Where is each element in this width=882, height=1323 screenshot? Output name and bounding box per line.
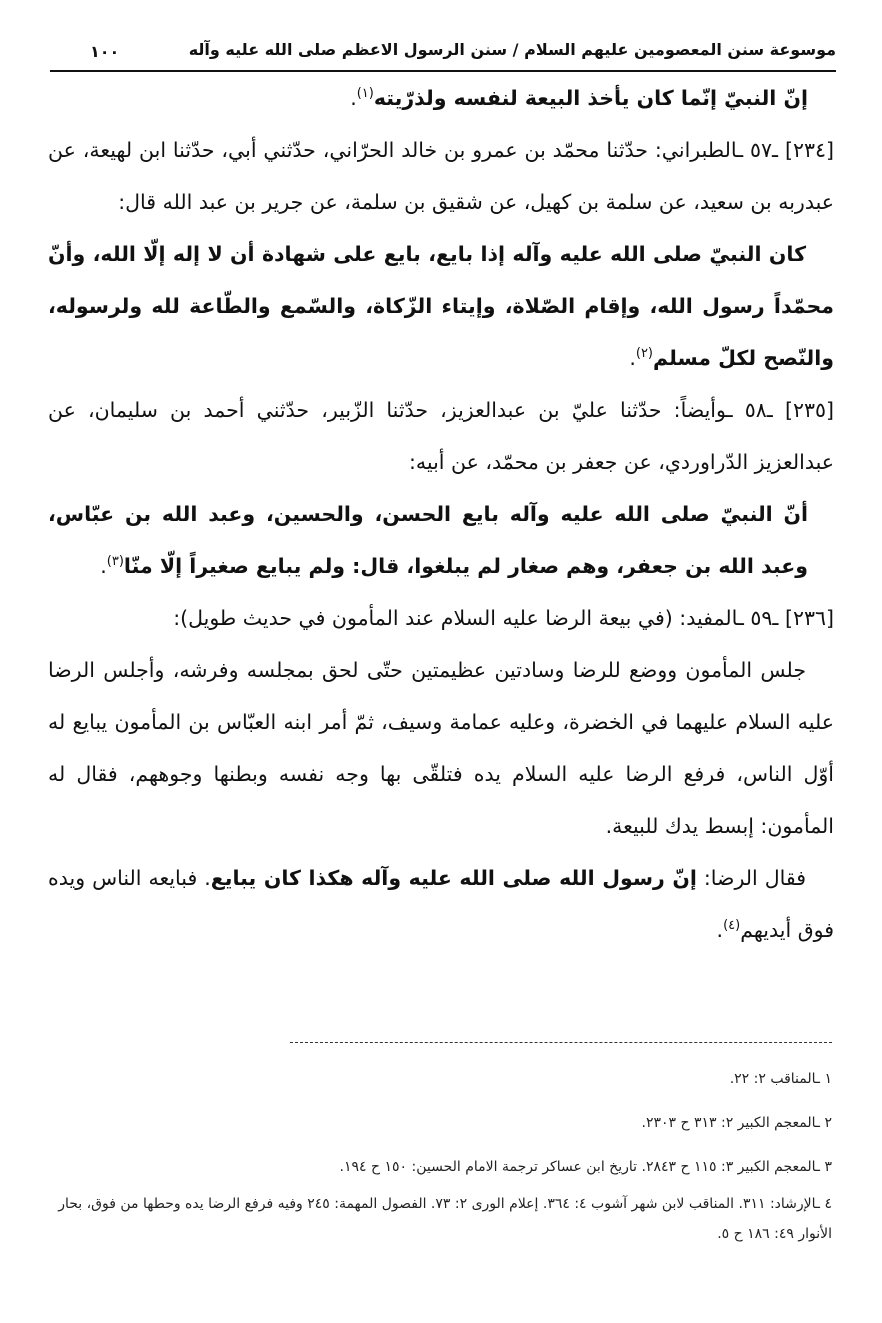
paragraph-text: إنّ رسول الله صلى الله عليه وآله هكذا كان يبايع: [210, 866, 697, 890]
footnote: ١ ـالمناقب ٢: ٢٢.: [729, 1071, 832, 1087]
body-paragraph: [48, 384, 834, 488]
footnotes: [48, 1057, 832, 1249]
page-header: [50, 30, 836, 72]
paragraph-text: [٢٣٤] ـ٥٧ ـالطبراني: حدّثنا محمّد بن عمرو بن خالد الحرّاني، حدّثني أبي، حدّثنا ابن لهيعة، عن عبدربه بن سعيد، عن سلمة بن كهيل، عن شقيق بن سلمة، عن جرير بن عبد الله قال:: [48, 138, 834, 214]
paragraph-end-mark: .: [350, 86, 357, 110]
footnote-marker[interactable]: (٣): [106, 554, 124, 570]
paragraph-text: [٢٣٦] ـ٥٩ ـالمفيد: (في بيعة الرضا عليه السلام عند المأمون في حديث طويل):: [173, 606, 834, 630]
paragraph-text: . فبايعه الناس ويده فوق أيديهم: [48, 866, 834, 942]
paragraph-end-mark: .: [716, 918, 724, 942]
paragraph-text: كان النبيّ صلى الله عليه وآله إذا بايع، بايع على شهادة أن لا إله إلّا الله، وأنّ محمّداً رسول الله، وإقام الصّلاة، وإيتاء الزّكاة، والسّمع والطّاعة لله ولرسوله، والنّصح لكلّ مسلم: [48, 242, 834, 370]
footnote: ٤ ـالإرشاد: ٣١١. المناقب لابن شهر آشوب ٤: ٣٦٤. إعلام الورى ٢: ٧٣. الفصول المهمة: ٢٤٥ وفيه فرفع الرضا يده وحطها من فوق، بحار الأنوار ٤٩: ١٨٦ ح ٥.: [58, 1196, 832, 1242]
paragraph-text: [٢٣٥] ـ٥٨ ـوأيضاً: حدّثنا عليّ بن عبدالعزيز، حدّثنا الزّبير، حدّثني أحمد بن سليمان، عن عبدالعزيز الدّراوردي، عن جعفر بن محمّد، عن أبيه:: [48, 398, 834, 474]
body-paragraph: [48, 228, 834, 384]
footnote-separator: [290, 1042, 832, 1043]
page-number: ١٠٠: [90, 42, 120, 61]
body-paragraph: [48, 124, 834, 228]
header-title: موسوعة سنن المعصومين عليهم السلام / سنن الرسول الاعظم صلى الله عليه وآله: [188, 40, 836, 59]
footnote: ٢ ـالمعجم الكبير ٢: ٣١٣ ح ٢٣٠٣.: [641, 1115, 832, 1131]
body-paragraph: [48, 852, 834, 956]
paragraph-text: أنّ النبيّ صلى الله عليه وآله بايع الحسن، والحسين، وعبد الله بن عبّاس، وعبد الله بن جعفر، وهم صغار لم يبلغوا، قال: ولم يبايع صغيراً إلّا منّا: [48, 502, 808, 578]
paragraph-text: جلس المأمون ووضع للرضا وسادتين عظيمتين حتّى لحق بمجلسه وفرشه، وأجلس الرضا عليه السلام عليهما في الخضرة، وعليه عمامة وسيف، ثمّ أمر ابنه العبّاس بن المأمون يبايع له أوّل الناس، فرفع الرضا عليه السلام يده فتلقّى بها وجه نفسه وبطنها وجوههم، فقال له المأمون: إبسط يدك للبيعة.: [48, 658, 834, 838]
footnote: ٣ ـالمعجم الكبير ٣: ١١٥ ح ٢٨٤٣. تاريخ ابن عساكر ترجمة الامام الحسين: ١٥٠ ح ١٩٤.: [339, 1159, 832, 1175]
paragraph-end-mark: .: [629, 346, 636, 370]
body-paragraph: [48, 488, 834, 592]
body-paragraph: [48, 644, 834, 852]
paragraph-text: فقال الرضا:: [696, 866, 807, 890]
body-paragraph: [48, 72, 834, 124]
paragraph-text: إنّ النبيّ إنّما كان يأخذ البيعة لنفسه ولذرّيته: [373, 86, 808, 110]
main-text: [48, 72, 834, 956]
footnote-marker[interactable]: (٤): [723, 918, 741, 934]
footnote-marker[interactable]: (١): [356, 86, 374, 102]
footnote-marker[interactable]: (٢): [635, 346, 653, 362]
paragraph-end-mark: .: [100, 554, 107, 578]
body-paragraph: [48, 592, 834, 644]
